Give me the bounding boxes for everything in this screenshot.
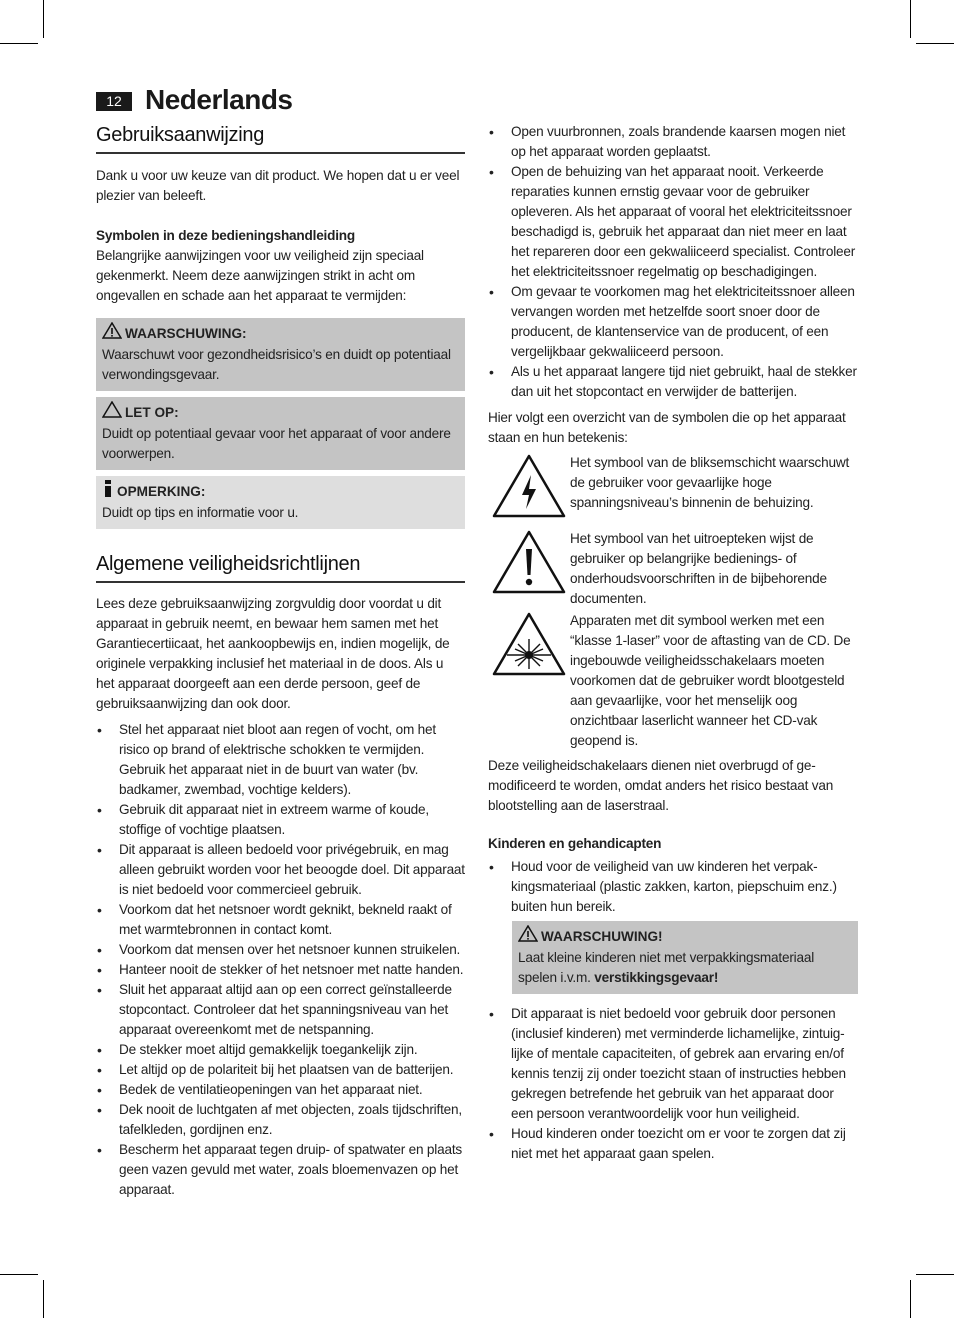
child-warning-body <box>518 948 852 988</box>
symbol-exclamation-text: Het symbool van het uitroepteken wijst de gebruiker op belangrijke bedienings- of onderhoudsvoorschriften in de bijbehorende documenten. <box>570 531 827 606</box>
list-item: • Hanteer nooit de stekker of het netsnoer met natte handen. <box>96 960 465 980</box>
warning-triangle-icon <box>518 925 538 948</box>
laser-warning-icon <box>491 611 567 677</box>
symbols-overview-intro: Hier volgt een overzicht van de symbolen die op het apparaat staan en hun betekenis: <box>488 410 846 445</box>
general-intro: Lees deze gebruiksaanwijzing zorgvuldig door voordat u dit apparaat in gebruik neemt, en bewaar hem samen met het Garantiecertiicaat, het aankoopbewijs en, indien mogelijk, de originele verpakking inclusief het materiaal in de doos. Als u het apparaat doorgeeft aan een derde persoon, geef de gebruiksaanwijzing dan ook door. <box>96 596 450 711</box>
symbol-laser-row <box>488 611 858 751</box>
list-item: • Stel het apparaat niet bloot aan regen of vocht, om het risico op brand of elektrische schokken te vermijden. Gebruik het apparaat niet in de buurt van water (bv. badkamer, zwembad, vochtige kelders). <box>96 720 465 800</box>
list-item: • Bescherm het apparaat tegen druip- of spatwater en plaats geen vazen gevuld met water, zoals bloemenvazen op het apparaat. <box>96 1140 465 1200</box>
crop-mark <box>43 0 44 38</box>
laser-paragraph: Deze veiligheidschakelaars dienen niet overbrugd of gemodificeerd te worden, omdat anders het risico bestaat van blootstelling aan de laserstraal. <box>488 758 834 813</box>
list-item: • Als u het apparaat langere tijd niet gebruikt, haal de stekker dan uit het stopcontact en verwijder de batterijen. <box>488 362 858 402</box>
crop-mark <box>910 0 911 38</box>
note-box <box>96 476 465 529</box>
safety-list-right <box>488 122 858 402</box>
symbol-exclamation-row <box>488 529 858 609</box>
list-item: • Dit apparaat is alleen bedoeld voor privégebruik, en mag alleen gebruikt worden voor het beoogde doel. Dit apparaat is niet bedoeld voor commercieel gebruik. <box>96 840 465 900</box>
list-item: • Houd voor de veiligheid van uw kinderen het verpakkingsmateriaal (plastic zakken, karton, piepschuim enz.) buiten hun bereik. <box>488 857 858 917</box>
children-list-2 <box>488 1004 858 1164</box>
crop-mark <box>0 43 38 44</box>
list-item: • Dit apparaat is niet bedoeld voor gebruik door personen (inclusief kinderen) met verminderde lichamelijke, zintuiglijke of mentale capaciteiten, of gebrek aan ervaring en/of kennis tenzij zij onder toezicht staan of instructies hebben gekregen betrefende het gebruik van het apparaat door een persoon verantwoordelijk voor hun veiligheid. <box>488 1004 858 1124</box>
list-item: • Open vuurbronnen, zoals brandende kaarsen mogen niet op het apparaat worden geplaatst. <box>488 122 858 162</box>
list-item: • Bedek de ventilatieopeningen van het apparaat niet. <box>96 1080 465 1100</box>
list-item: • Voorkom dat mensen over het netsnoer kunnen struikelen. <box>96 940 465 960</box>
child-warning-bold: verstikkingsgevaar! <box>594 970 719 985</box>
left-column <box>96 120 465 1200</box>
heading-gebruiksaanwijzing: Gebruiksaanwijzing <box>96 120 465 154</box>
crop-mark <box>916 1274 954 1275</box>
page-number: 12 <box>96 92 132 111</box>
list-item: • Om gevaar te voorkomen mag het elektriciteitssnoer alleen vervangen worden met hetzelfde soort snoer door de producent, de klantenservice van de producent, of een vergelijkbaar gekwaliiceerd persoon. <box>488 282 858 362</box>
symbol-laser-text: Apparaten met dit symbool werken met een “klasse 1-laser” voor de aftasting van de CD. De ingebouwde veiligheidsschakelaars moeten voorkomen dat de gebruiker wordt blootgesteld aan gevaarlijke, voor het menselijk oog onzichtbaar laserlicht wanneer het CD-vak geopend is. <box>570 613 851 748</box>
safety-list-left <box>96 720 465 1200</box>
list-item: • Gebruik dit apparaat niet in extreem warme of koude, stoffige of vochtige plaatsen. <box>96 800 465 840</box>
warning-box-text: Waarschuwt voor gezondheidsrisico’s en duidt op potentiaal verwondingsgevaar. <box>102 347 451 382</box>
warning-box <box>96 318 465 391</box>
children-list-1 <box>488 857 858 917</box>
list-item: • Sluit het apparaat altijd aan op een correct geïnstalleerde stopcontact. Controleer dat het spanningsniveau van het apparaat overeenkomt met de netspanning. <box>96 980 465 1040</box>
intro-text: Dank u voor uw keuze van dit product. We hopen dat u er veel plezier van beleeft. <box>96 168 460 203</box>
info-icon <box>102 480 114 503</box>
list-item: • Voorkom dat het netsnoer wordt geknikt, bekneld raakt of met warmtebronnen in contact komt. <box>96 900 465 940</box>
list-item: • Houd kinderen onder toezicht om er voor te zorgen dat zij niet met het apparaat gaan spelen. <box>488 1124 858 1164</box>
list-item: • De stekker moet altijd gemakkelijk toegankelijk zijn. <box>96 1040 465 1060</box>
crop-mark <box>43 1280 44 1318</box>
note-box-text: Duidt op tips en informatie voor u. <box>102 505 299 520</box>
caution-triangle-icon <box>102 401 122 424</box>
symbols-intro: Belangrijke aanwijzingen voor uw veiligheid zijn speciaal gekenmerkt. Neem deze aanwijzingen strikt in acht om ongevallen en schade aan het apparaat te vermijden: <box>96 248 424 303</box>
child-warning-text: Laat kleine kinderen niet met verpakkingsmateriaal spelen i.v.m. <box>518 950 815 985</box>
symbol-lightning-row <box>488 453 858 519</box>
children-heading: Kinderen en gehandicapten <box>488 836 662 851</box>
right-column <box>488 122 858 1164</box>
list-item: • Let altijd op de polariteit bij het plaatsen van de batterijen. <box>96 1060 465 1080</box>
note-box-title: OPMERKING: <box>117 483 206 499</box>
language-title: Nederlands <box>145 84 293 115</box>
crop-mark <box>0 1274 38 1275</box>
crop-mark <box>916 43 954 44</box>
caution-box <box>96 397 465 470</box>
caution-box-title: LET OP: <box>125 404 179 420</box>
warning-triangle-icon <box>102 322 122 345</box>
caution-box-text: Duidt op potentiaal gevaar voor het apparaat of voor andere voorwerpen. <box>102 426 451 461</box>
list-item: • Dek nooit de luchtgaten af met objecten, zoals tijdschriften, tafelkleden, gordijnen enz. <box>96 1100 465 1140</box>
crop-mark <box>910 1280 911 1318</box>
child-warning-title: WAARSCHUWING! <box>541 928 663 944</box>
heading-veiligheidsrichtlijnen: Algemene veiligheidsrichtlijnen <box>96 549 465 583</box>
warning-box-title: WAARSCHUWING: <box>125 325 247 341</box>
list-item: • Open de behuizing van het apparaat nooit. Verkeerde reparaties kunnen ernstig gevaar voor de gebruiker opleveren. Als het apparaat of vooral het elektriciteitssnoer beschadigd is, gebruik het apparaat dan niet meer en laat het repareren door een gekwaliiceerd specialist. Controleer het elektriciteitssnoer regelmatig op beschadigingen. <box>488 162 858 282</box>
exclamation-triangle-icon <box>491 529 567 595</box>
symbol-lightning-text: Het symbool van de bliksemschicht waarschuwt de gebruiker voor gevaarlijke hoge spanningsniveau’s binnenin de behuizing. <box>570 455 850 510</box>
child-warning-box <box>512 921 858 994</box>
lightning-triangle-icon <box>491 453 567 519</box>
symbols-heading: Symbolen in deze bedieningshandleiding <box>96 228 356 243</box>
